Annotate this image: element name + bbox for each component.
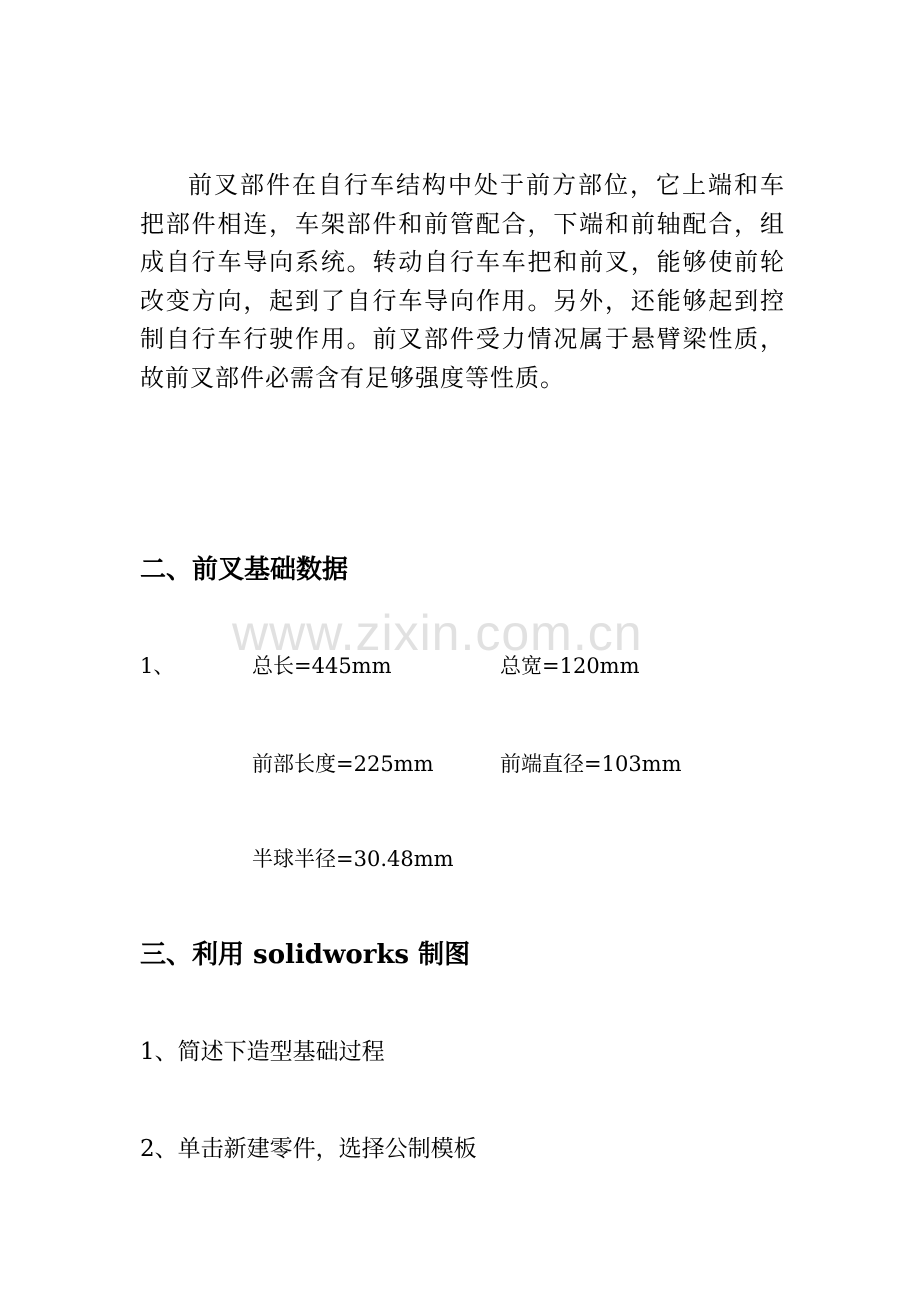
spec-front-diameter: 前端直径=103mm <box>500 752 682 776</box>
section-3-heading: 三、利用 solidworks 制图 <box>140 940 471 970</box>
spec-total-length: 总长=445mm <box>252 654 392 678</box>
spec-hemisphere-radius: 半球半径=30.48mm <box>252 847 454 871</box>
spec-item-number: 1、 <box>140 654 175 678</box>
watermark: www.zixin.com.cn <box>232 605 643 661</box>
step-1: 1、简述下造型基础过程 <box>140 1039 385 1065</box>
spec-total-width: 总宽=120mm <box>500 654 640 678</box>
spec-front-length: 前部长度=225mm <box>252 752 434 776</box>
section-2-heading: 二、前叉基础数据 <box>140 555 349 585</box>
step-2: 2、单击新建零件，选择公制模板 <box>140 1136 477 1162</box>
intro-paragraph: 前叉部件在自行车结构中处于前方部位，它上端和车把部件相连，车架部件和前管配合，下端和前轴配合，组成自行车导向系统。转动自行车车把和前叉，能够使前轮改变方向，起到了自行车导向作用。另外，还能够起到控制自行车行驶作用。前叉部件受力情况属于悬臂梁性质，故前叉部件必需含有足够强度等性质。 <box>140 171 785 392</box>
